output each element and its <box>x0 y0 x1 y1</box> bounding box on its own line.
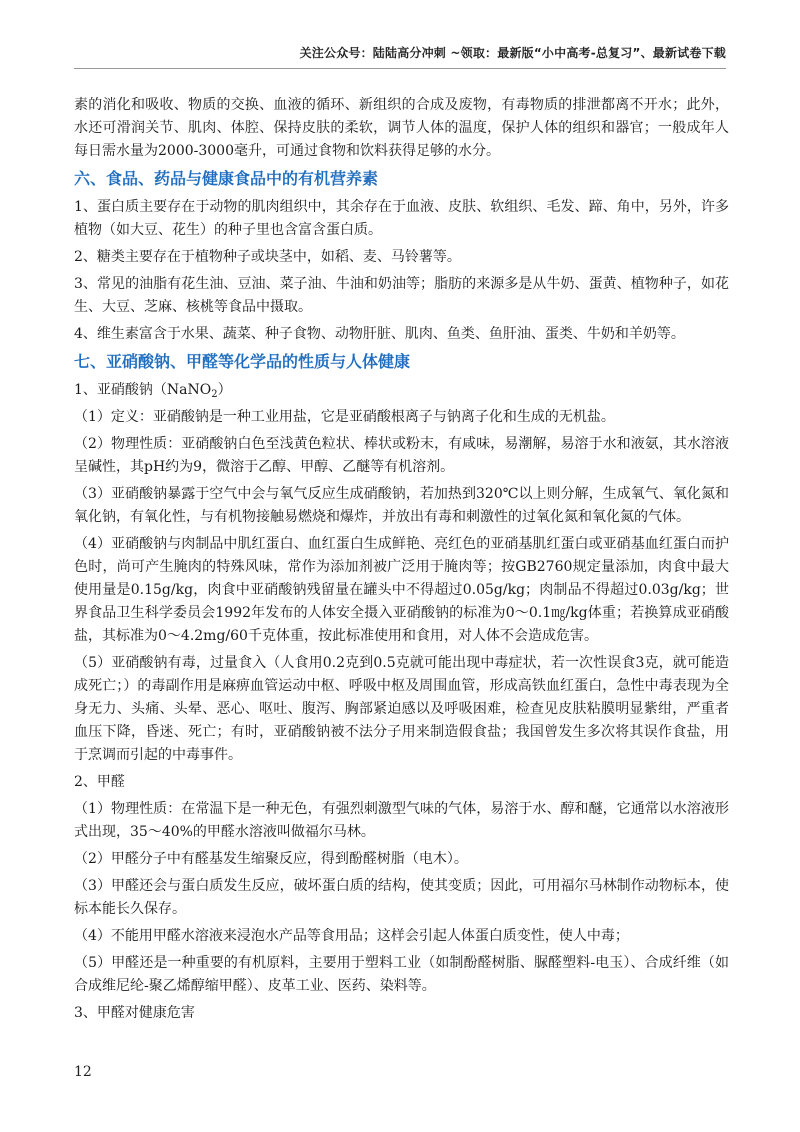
document-body <box>74 94 729 1029</box>
subsection-title-formaldehyde: 2、甲醛 <box>74 774 125 790</box>
paragraph-water-function: 素的消化和吸收、物质的交换、血液的循环、新组织的合成及废物，有毒物质的排泄都离不开水；此外，水还可滑润关节、肌肉、体腔、保持皮肤的柔软，调节人体的温度，保护人体的组织和器官；一般成年人每日需水量为2000-3000毫升，可通过食物和饮料获得足够的水分。 <box>74 97 729 159</box>
paragraph-formaldehyde-polymer: （2）甲醛分子中有醛基发生缩聚反应，得到酚醛树脂（电木）。 <box>74 851 468 867</box>
paragraph-carbohydrate: 2、糖类主要存在于植物种子或块茎中，如稻、麦、马铃薯等。 <box>74 249 461 265</box>
page-header: 关注公众号：陆陆高分冲刺 ~领取：最新版“小中高考-总复习”、最新试卷下载 <box>299 46 726 60</box>
paragraph-formaldehyde-uses: （5）甲醛还是一种重要的有机原料，主要用于塑料工业（如制酚醛树脂、脲醛塑料-电玉）、合成纤维（如合成维尼纶-聚乙烯醇缩甲醛）、皮革工业、医药、染料等。 <box>74 955 729 994</box>
page-number: 12 <box>74 1064 92 1080</box>
paragraph-vitamins: 4、维生素富含于水果、蔬菜、种子食物、动物肝脏、肌肉、鱼类、鱼肝油、蛋类、牛奶和羊奶等。 <box>74 326 685 342</box>
paragraph-protein: 1、蛋白质主要存在于动物的肌肉组织中，其余存在于血液、皮肤、软组织、毛发、蹄、角中，另外，许多植物（如大豆、花生）的种子里也含富含蛋白质。 <box>74 199 729 238</box>
paragraph-nitrite-definition: （1）定义：亚硝酸钠是一种工业用盐，它是亚硝酸根离子与钠离子化和生成的无机盐。 <box>74 409 615 425</box>
formula-subscript: 2 <box>211 389 218 400</box>
section-heading-6: 六、食品、药品与健康食品中的有机营养素 <box>74 169 379 188</box>
paragraph-nitrite-reaction: （3）亚硝酸钠暴露于空气中会与氧气反应生成硝酸钠，若加热到320℃以上则分解，生成氧气、氧化氮和氧化钠，有氧化性，与有机物接触易燃烧和爆炸，并放出有毒和刺激性的过氧化氮和氧化氮的气体。 <box>74 486 729 525</box>
paragraph-formaldehyde-physical: （1）物理性质：在常温下是一种无色，有强烈刺激型气味的气体，易溶于水、醇和醚，它通常以水溶液形式出现，35～40%的甲醛水溶液叫做福尔马林。 <box>74 801 729 840</box>
subsection-title-sodium-nitrite <box>74 379 729 402</box>
paragraph-nitrite-toxicity: （5）亚硝酸钠有毒，过量食入（人食用0.2克到0.5克就可能出现中毒症状，若一次性误食3克，就可能造成死亡；）的毒副作用是麻痹血管运动中枢、呼吸中枢及周围血管，形成高铁血红蛋白，急性中毒表现为全身无力、头痛、头晕、恶心、呕吐、腹泻、胸部紧迫感以及呼吸困难，检查见皮肤粘膜明显紫绀，严重者血压下降，昏迷、死亡；有时，亚硝酸钠被不法分子用来制造假食盐；我国曾发生多次将其误作食盐，用于烹调而引起的中毒事件。 <box>74 655 729 763</box>
section-heading-7: 七、亚硝酸钠、甲醛等化学品的性质与人体健康 <box>74 352 411 371</box>
subsection-title-close: ） <box>217 382 232 398</box>
paragraph-formaldehyde-protein: （3）甲醛还会与蛋白质发生反应，破坏蛋白质的结构，使其变质；因此，可用福尔马林制作动物标本，使标本能长久保存。 <box>74 878 729 917</box>
header-divider <box>74 68 726 69</box>
subsection-title-formaldehyde-hazard: 3、甲醛对健康危害 <box>74 1005 195 1021</box>
subsection-title-text: 1、亚硝酸钠（NaNO <box>74 382 212 398</box>
paragraph-formaldehyde-warning: （4）不能用甲醛水溶液来浸泡水产品等食用品；这样会引起人体蛋白质变性，使人中毒； <box>74 928 629 944</box>
paragraph-oils-fats: 3、常见的油脂有花生油、豆油、菜子油、牛油和奶油等；脂肪的来源多是从牛奶、蛋黄、植物种子，如花生、大豆、芝麻、核桃等食品中摄取。 <box>74 276 729 315</box>
paragraph-nitrite-physical: （2）物理性质：亚硝酸钠白色至浅黄色粒状、棒状或粉末，有咸味，易潮解，易溶于水和液氨，其水溶液呈碱性，其pH约为9，微溶于乙醇、甲醇、乙醚等有机溶剂。 <box>74 436 729 475</box>
paragraph-nitrite-food-use: （4）亚硝酸钠与肉制品中肌红蛋白、血红蛋白生成鲜艳、亮红色的亚硝基肌红蛋白或亚硝基血红蛋白而护色时，尚可产生腌肉的特殊风味，常作为添加剂被广泛用于腌肉等；按GB2760规定量添加，肉食中最大使用量是0.15g/kg，肉食中亚硝酸钠残留量在罐头中不得超过0.05g/kg；肉制品不得超过0.03g/kg；世界食品卫生科学委员会1992年发布的人体安全摄入亚硝酸钠的标准为0～0.1㎎/kg体重；若换算成亚硝酸盐，其标准为0～4.2mg/60千克体重，按此标准使用和食用，对人体不会造成危害。 <box>74 536 729 644</box>
